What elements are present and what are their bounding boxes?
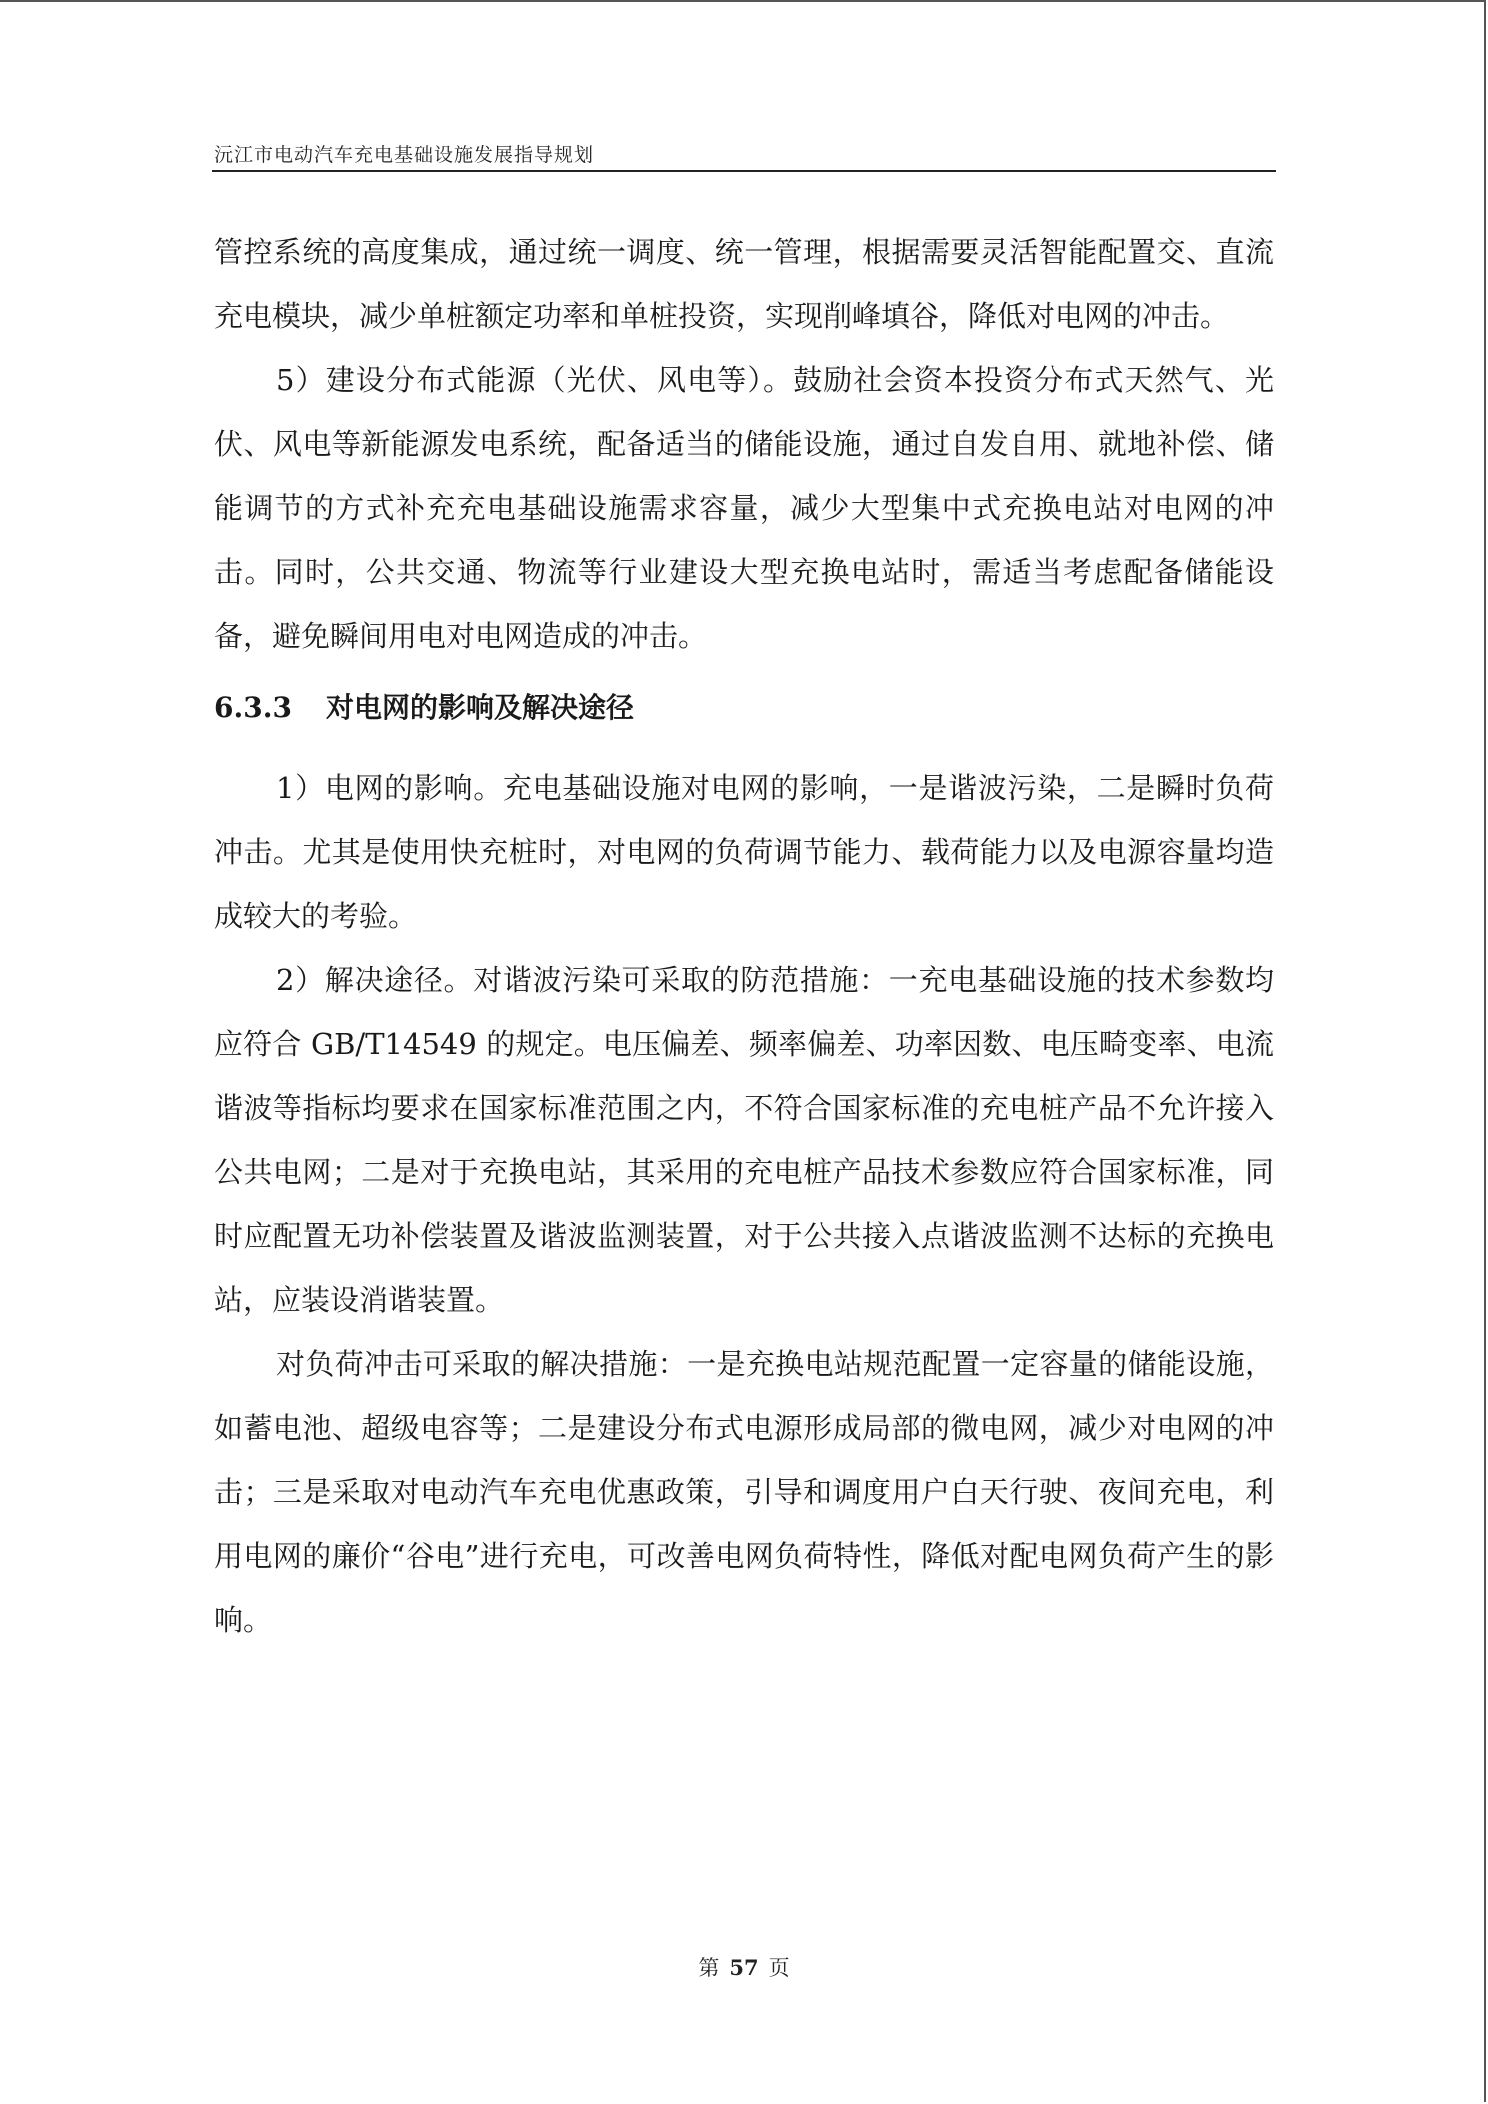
page-footer (0, 1952, 1488, 1982)
section-heading (214, 676, 1274, 740)
paragraph-load-measures: 对负荷冲击可采取的解决措施：一是充换电站规范配置一定容量的储能设施，如蓄电池、超级电容等；二是建设分布式电源形成局部的微电网，减少对电网的冲击；三是采取对电动汽车充电优惠政策，引导和调度用户白天行驶、夜间充电，利用电网的廉价“谷电”进行充电，可改善电网负荷特性，降低对配电网负荷产生的影响。 (214, 1347, 1274, 1637)
page-suffix: 页 (768, 1956, 790, 1980)
section-title: 对电网的影响及解决途径 (325, 691, 634, 724)
section-number: 6.3.3 (214, 691, 292, 724)
paragraph-solutions: 2）解决途径。对谐波污染可采取的防范措施：一充电基础设施的技术参数均应符合 GB/T14549 的规定。电压偏差、频率偏差、功率因数、电压畸变率、电流谐波等指标均要求在国家标准范围之内，不符合国家标准的充电桩产品不允许接入公共电网；二是对于充换电站，其采用的充电桩产品技术参数应符合国家标准，同时应配置无功补偿装置及谐波监测装置，对于公共接入点谐波监测不达标的充换电站，应装设消谐装置。 (214, 963, 1274, 1317)
running-header: 沅江市电动汽车充电基础设施发展指导规划 (214, 144, 595, 166)
page-number: 57 (729, 1955, 759, 1980)
paragraph-distributed-energy: 5）建设分布式能源（光伏、风电等）。鼓励社会资本投资分布式天然气、光伏、风电等新能源发电系统，配备适当的储能设施，通过自发自用、就地补偿、储能调节的方式补充充电基础设施需求容量，减少大型集中式充换电站对电网的冲击。同时，公共交通、物流等行业建设大型充换电站时，需适当考虑配备储能设备，避免瞬间用电对电网造成的冲击。 (214, 363, 1274, 653)
paragraph-continuation: 管控系统的高度集成，通过统一调度、统一管理，根据需要灵活智能配置交、直流充电模块，减少单桩额定功率和单桩投资，实现削峰填谷，降低对电网的冲击。 (214, 235, 1274, 333)
page-prefix: 第 (698, 1956, 720, 1980)
paragraph-grid-impact: 1）电网的影响。充电基础设施对电网的影响，一是谐波污染，二是瞬时负荷冲击。尤其是使用快充桩时，对电网的负荷调节能力、载荷能力以及电源容量均造成较大的考验。 (214, 771, 1274, 933)
body-text (214, 220, 1274, 1652)
header-divider (212, 170, 1276, 172)
